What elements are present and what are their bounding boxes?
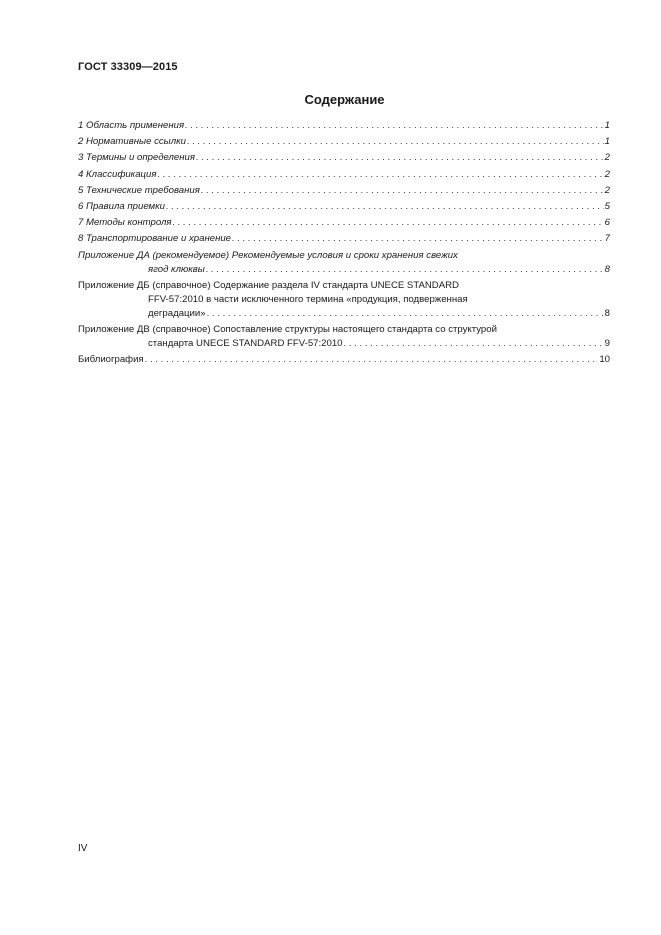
toc-entry-text: Приложение ДВ (справочное) Сопоставление структуры настоящего стандарта со структурой [78,323,497,335]
toc-page-number: 1 [604,136,610,148]
toc-entry-normative-references[interactable] [78,135,610,149]
toc-entry-text-continued: стандарта UNECE STANDARD FFV-57:2010 [148,337,343,349]
toc-page-number: 10 [599,354,610,366]
toc-page-number: 7 [604,233,610,245]
toc-entry-text-continued: FFV-57:2010 в части исключенного термина «продукция, подверженная [148,293,468,305]
toc-entry-bibliography[interactable] [78,353,610,367]
toc-entry-acceptance-rules[interactable] [78,200,610,214]
toc-entry-appendix-da[interactable] [78,249,610,277]
leader-dots [206,263,604,277]
standard-code: ГОСТ 33309—2015 [78,61,178,73]
toc-entry-technical-requirements[interactable] [78,184,610,198]
leader-dots [185,119,604,133]
toc-page-number: 6 [604,217,610,229]
toc-entry-text: Библиография [78,354,144,366]
leader-dots [187,135,604,149]
toc-entry-text: 6 Правила приемки [78,200,165,212]
leader-dots [158,168,604,182]
leader-dots [173,216,604,230]
toc-page-number: 2 [604,168,610,180]
toc-entry-text: 8 Транспортирование и хранение [78,233,232,245]
leader-dots [166,200,604,214]
toc-entry-text: 2 Нормативные ссылки [78,136,187,148]
toc-entry-text-continued: деградации» [148,307,206,319]
toc-entry-scope[interactable] [78,119,610,133]
toc-page-number: 1 [604,120,610,131]
leader-dots [232,232,604,246]
toc-entry-text: 5 Технические требования [78,184,200,196]
leader-dots [207,307,604,321]
toc-entry-appendix-dv[interactable] [78,323,610,351]
toc-page-number: 2 [604,184,610,196]
toc-entry-text: 4 Классификация [78,168,157,180]
toc-page-number: 5 [604,200,610,212]
toc-title: Содержание [304,92,385,107]
leader-dots [145,353,599,367]
toc-page-number: 9 [604,337,610,349]
table-of-contents [78,119,610,369]
toc-entry-text: 1 Область применения [78,120,185,131]
toc-entry-text: Приложение ДБ (справочное) Содержание раздела IV стандарта UNECE STANDARD [78,279,459,291]
toc-entry-test-methods[interactable] [78,216,610,230]
leader-dots [196,151,604,165]
toc-entry-text: 7 Методы контроля [78,217,172,229]
toc-entry-text: 3 Термины и определения [78,152,196,164]
page-number: IV [78,843,88,854]
leader-dots [201,184,604,198]
toc-page-number: 8 [604,263,610,275]
toc-entry-text: Приложение ДА (рекомендуемое) Рекомендуемые условия и сроки хранения свежих [78,249,458,261]
leader-dots [344,337,604,351]
toc-entry-text-continued: ягод клюквы [148,263,205,275]
toc-page-number: 8 [604,307,610,319]
toc-page-number: 2 [604,152,610,164]
toc-entry-classification[interactable] [78,168,610,182]
toc-entry-transport-storage[interactable] [78,232,610,246]
toc-entry-terms-definitions[interactable] [78,151,610,165]
toc-entry-appendix-db[interactable] [78,279,610,321]
